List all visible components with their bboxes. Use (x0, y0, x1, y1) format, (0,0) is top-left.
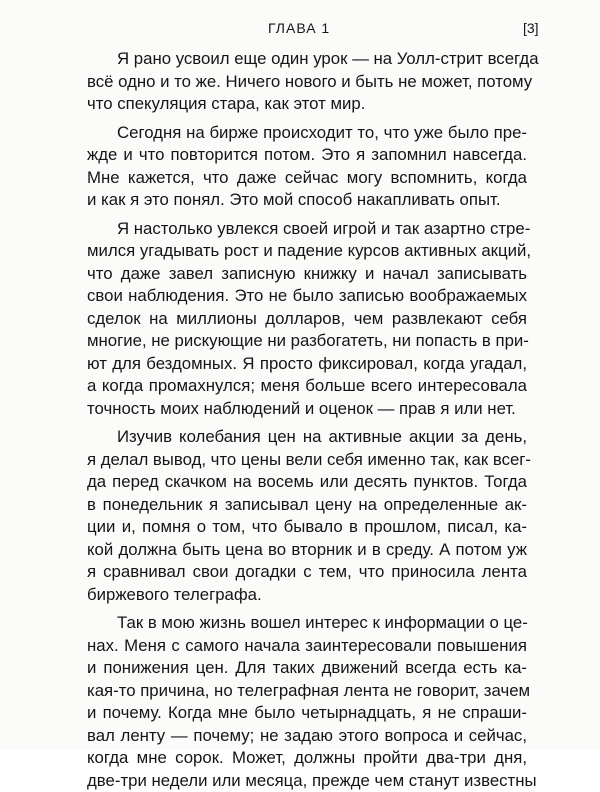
text-line: и понижения цен. Для таких движений всегда есть ка- (87, 657, 527, 680)
text-line: Сегодня на бирже происходит то, что уже было пре- (87, 122, 527, 145)
text-line: ют для бездомных. Я просто фиксировал, когда угадал, (87, 353, 527, 376)
paragraph (87, 426, 527, 606)
text-line: всё одно и то же. Ничего нового и быть не может, потому (87, 71, 527, 94)
text-line: мился угадывать рост и падение курсов активных акций, (87, 240, 527, 263)
paragraph (87, 612, 527, 792)
text-line: сделок на миллионы долларов, чем развлекают себя (87, 308, 527, 331)
paragraph (87, 48, 527, 116)
text-line: да перед скачком на восемь или десять пунктов. Тогда (87, 471, 527, 494)
body-text (87, 48, 527, 792)
text-line: и как я это понял. Это мой способ накапливать опыт. (87, 189, 527, 212)
page-number: [3] (523, 20, 539, 36)
text-line: жде и что повторится потом. Это я запомнил навсегда. (87, 144, 527, 167)
text-line: Мне кажется, что даже сейчас могу вспомнить, когда (87, 167, 527, 190)
text-line: что спекуляция стара, как этот мир. (87, 93, 527, 116)
text-line: я делал вывод, что цены вели себя именно так, как всег- (87, 449, 527, 472)
text-line: Я рано усвоил еще один урок — на Уолл-стрит всегда (87, 48, 527, 71)
text-line: что даже завел записную книжку и начал записывать (87, 263, 527, 286)
text-line: биржевого телеграфа. (87, 584, 527, 607)
text-line: точность моих наблюдений и оценок — прав я или нет. (87, 398, 527, 421)
text-line: Я настолько увлекся своей игрой и так азартно стре- (87, 218, 527, 241)
text-line: а когда промахнулся; меня больше всего интересовала (87, 375, 527, 398)
text-line: кой должна быть цена во вторник и в среду. А потом уж (87, 539, 527, 562)
text-line: ции и, помня о том, что бывало в прошлом, писал, ка- (87, 516, 527, 539)
paragraph (87, 218, 527, 421)
text-line: свои наблюдения. Это не было записью воображаемых (87, 285, 527, 308)
text-line: когда мне сорок. Может, должны пройти два-три дня, (87, 747, 527, 770)
text-line: кая-то причина, но телеграфная лента не говорит, зачем (87, 680, 527, 703)
chapter-heading: ГЛАВА 1 (268, 20, 330, 36)
text-line: Изучив колебания цен на активные акции за день, (87, 426, 527, 449)
text-line: многие, не рискующие ни разбогатеть, ни попасть в при- (87, 330, 527, 353)
text-line: я сравнивал свои догадки с тем, что приносила лента (87, 561, 527, 584)
text-line: вал ленту — почему; не задаю этого вопроса и сейчас, (87, 725, 527, 748)
paragraph (87, 122, 527, 212)
text-line: в понедельник я записывал цену на определенные ак- (87, 494, 527, 517)
text-line: нах. Меня с самого начала заинтересовали повышения (87, 635, 527, 658)
text-line: две-три недели или месяца, прежде чем станут известны (87, 770, 527, 792)
text-line: и почему. Когда мне было четырнадцать, я не спраши- (87, 702, 527, 725)
text-line: Так в мою жизнь вошел интерес к информации о це- (87, 612, 527, 635)
